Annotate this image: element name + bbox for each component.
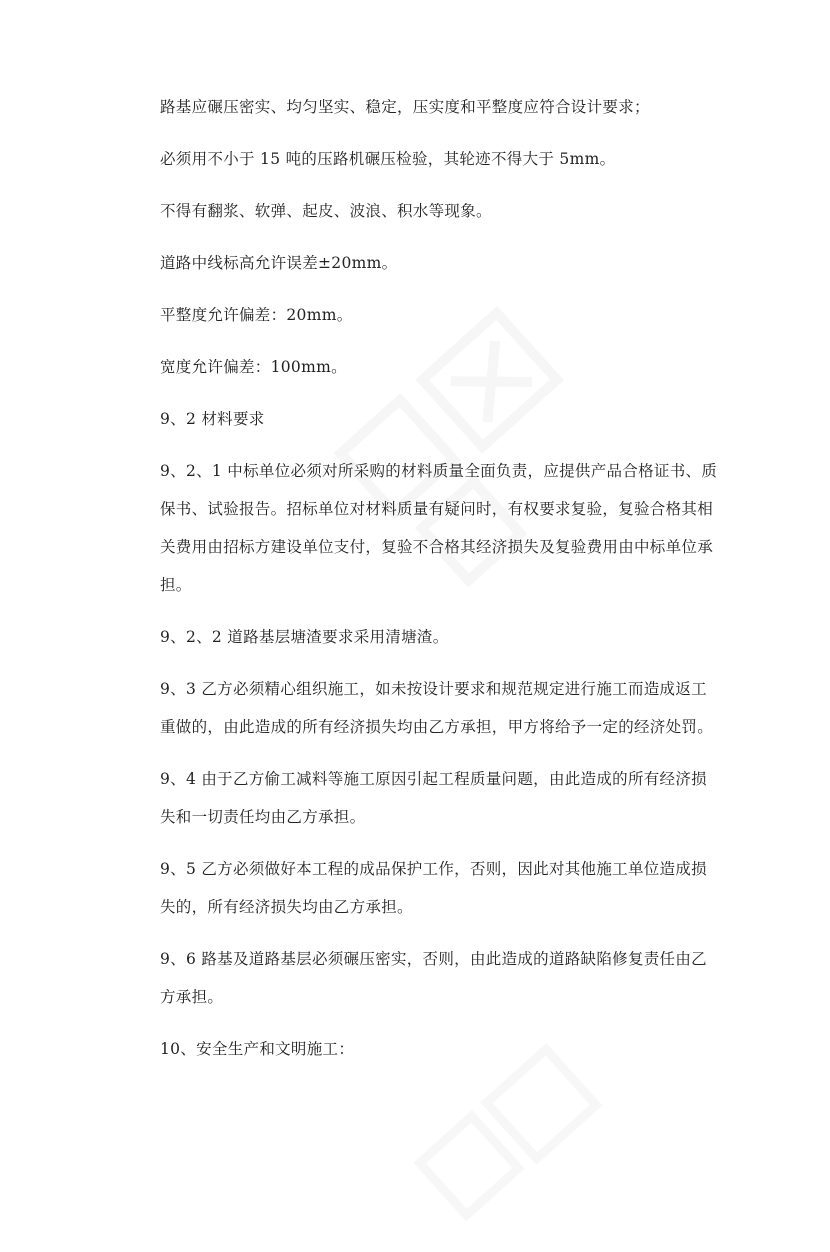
paragraph-9-2-2: 9、2、2 道路基层塘渣要求采用清塘渣。 (160, 628, 449, 646)
paragraph-9-2-1: 9、2、1 中标单位必须对所采购的材料质量全面负责，应提供产品合格证书、质保书、试验报告。招标单位对材料质量有疑问时，有权要求复验，复验合格其相关费用由招标方建设单位支付，复验不合格其经济损失及复验费用由中标单位承担。 (160, 462, 718, 594)
document-body (160, 88, 720, 1082)
paragraph-9-3: 9、3 乙方必须精心组织施工，如未按设计要求和规范规定进行施工而造成返工重做的，由此造成的所有经济损失均由乙方承担，甲方将给予一定的经济处罚。 (160, 680, 714, 736)
paragraph-9-4: 9、4 由于乙方偷工减料等施工原因引起工程质量问题，由此造成的所有经济损失和一切责任均由乙方承担。 (160, 770, 707, 826)
paragraph-defects: 不得有翻浆、软弹、起皮、波浪、积水等现象。 (160, 202, 492, 220)
paragraph-roller-test: 必须用不小于 15 吨的压路机碾压检验，其轮迹不得大于 5mm。 (160, 150, 616, 168)
paragraph-subgrade-compaction: 路基应碾压密实、均匀坚实、稳定，压实度和平整度应符合设计要求； (160, 98, 650, 116)
paragraph-9-6: 9、6 路基及道路基层必须碾压密实，否则，由此造成的道路缺陷修复责任由乙方承担。 (160, 950, 707, 1006)
paragraph-width-tolerance: 宽度允许偏差：100mm。 (160, 358, 347, 376)
paragraph-centerline-tolerance: 道路中线标高允许误差±20mm。 (160, 254, 398, 272)
section-heading-safety: 10、安全生产和文明施工： (160, 1040, 355, 1058)
paragraph-flatness-tolerance: 平整度允许偏差：20mm。 (160, 306, 353, 324)
section-heading-materials: 9、2 材料要求 (160, 410, 265, 428)
paragraph-9-5: 9、5 乙方必须做好本工程的成品保护工作，否则，因此对其他施工单位造成损失的，所有经济损失均由乙方承担。 (160, 860, 707, 916)
